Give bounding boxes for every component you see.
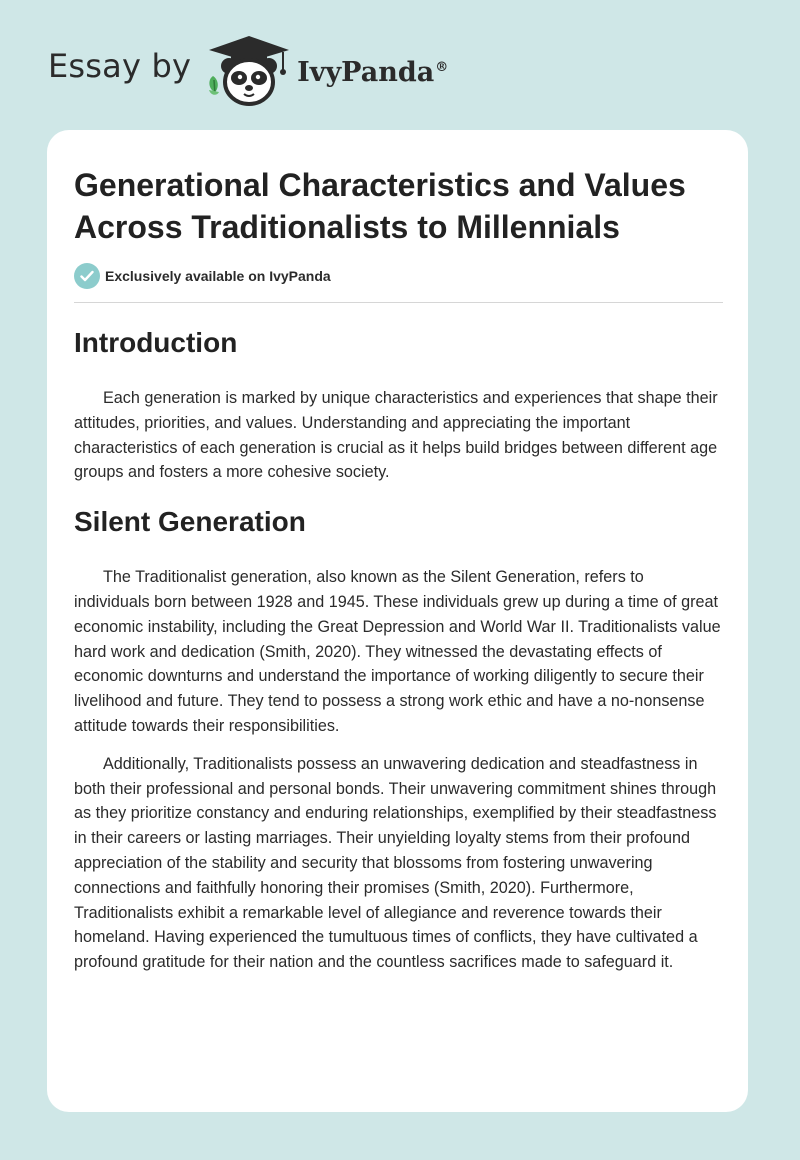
essay-by-label: Essay by (48, 47, 192, 85)
registered-mark: ® (435, 59, 449, 75)
site-header (48, 30, 448, 110)
brand-name: IvyPanda® (297, 56, 449, 88)
essay-card (47, 130, 748, 1112)
exclusive-label: Exclusively available on IvyPanda (105, 268, 331, 284)
exclusive-notice (74, 263, 331, 289)
paragraph: The Traditionalist generation, also known as the Silent Generation, refers to individuals born between 1928 and 1945. These individuals grew up during a time of great economic instability, including the Great Depression and World War II. Traditionalists value hard work and dedication (Smith, 2020). They witnessed the devastating effects of economic downturns and understand the importance of working diligently to secure their livelihood and future. They tend to possess a strong work ethic and have a no-nonsense attitude towards their responsibilities. (74, 568, 721, 735)
check-circle-icon (74, 263, 100, 289)
paragraph: Additionally, Traditionalists possess an unwavering dedication and steadfastness in both their professional and personal bonds. Their unwavering commitment shines through as they prioritize constancy and enduring relationships, exemplified by their steadfastness in their careers or lasting marriages. Their unyielding loyalty stems from their profound appreciation of the stability and security that blossoms from fostering unwavering connections and faithfully honoring their promises (Smith, 2020). Furthermore, Traditionalists exhibit a remarkable level of allegiance and reverence towards their homeland. Having experienced the tumultuous times of conflicts, they have cultivated a profound gratitude for their nation and the countless sacrifices made to safeguard it. (74, 754, 717, 972)
section-silent-generation (74, 499, 723, 975)
paragraph: Each generation is marked by unique characteristics and experiences that shape their attitudes, priorities, and values. Understanding and appreciating the important characteristics of each generation is crucial as it helps build bridges between different age groups and fosters a more cohesive society. (74, 389, 718, 482)
ivypanda-logo-link[interactable] (203, 30, 448, 110)
section-introduction (74, 320, 723, 485)
panda-logo-icon (203, 30, 295, 110)
title-divider (74, 302, 723, 303)
section-heading: Introduction (74, 327, 238, 358)
section-heading: Silent Generation (74, 506, 306, 538)
essay-body (74, 320, 723, 975)
essay-title: Generational Characteristics and Values Across Traditionalists to Millennials (74, 167, 686, 245)
